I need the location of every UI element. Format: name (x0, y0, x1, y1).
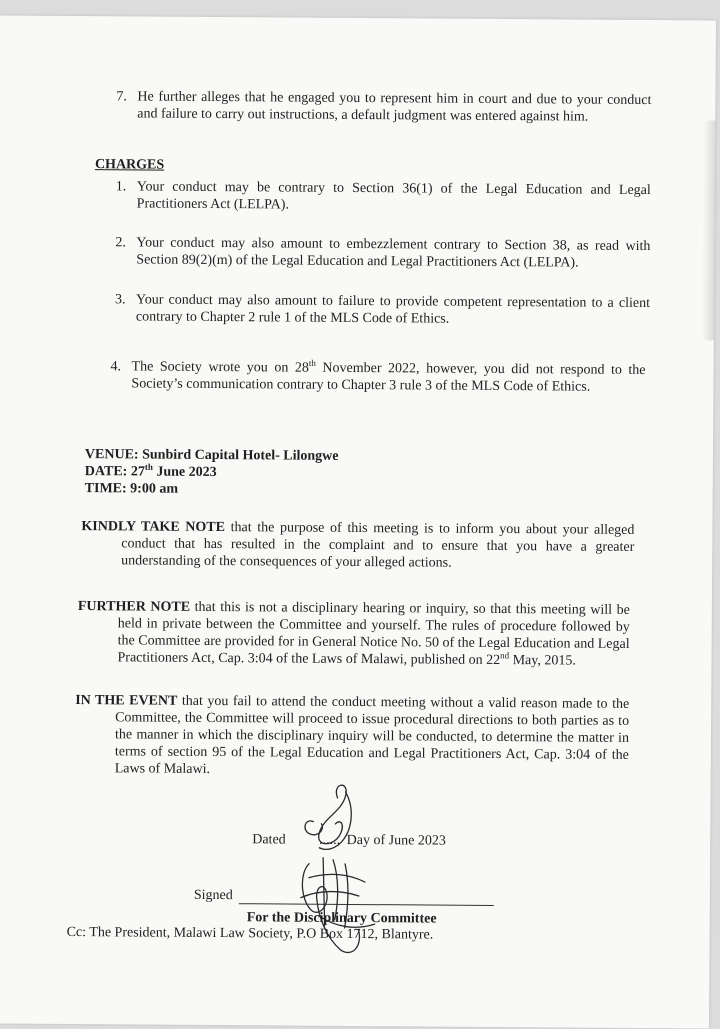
note-lead: FURTHER NOTE (77, 599, 191, 615)
note-text: May, 2015. (509, 653, 576, 669)
ordinal-suffix: th (308, 358, 316, 369)
item-number: 2. (115, 235, 126, 251)
charge-item-4 (110, 358, 645, 396)
item-text (131, 358, 645, 396)
date-text: DATE: 27 (84, 464, 145, 480)
time-line: TIME: 9:00 am (84, 481, 179, 497)
cc-line: Cc: The President, Malawi Law Society, P.O Box 1712, Blantyre. (66, 924, 434, 943)
allegation-item-7 (116, 88, 651, 126)
further-note-paragraph (77, 598, 629, 670)
note-text: that this is not a disciplinary hearing or inquiry, so that this meeting will be held in private between the Committee and yourself. The rules of procedure followed by the Committee are provided for in General Notice No. 50 of the Legal Education and Legal Practitioners Act, Cap. 3:04 of the Laws of Malawi, published on 22 (117, 599, 630, 669)
dated-day: Day of June 2023 (346, 832, 446, 849)
note-lead: IN THE EVENT (75, 693, 178, 709)
signed-label: Signed (193, 887, 233, 904)
item-number: 4. (110, 359, 122, 375)
charges-heading: CHARGES (94, 157, 165, 173)
item-number: 1. (115, 179, 127, 195)
venue-line: VENUE: Sunbird Capital Hotel- Lilongwe (84, 447, 339, 464)
ordinal-suffix: th (144, 461, 153, 472)
item-text: He further alleges that he engaged you to represent him in court and due to your conduct and failure to carry out instructions, a default judgment was entered against him. (137, 89, 652, 125)
in-the-event-paragraph (75, 692, 630, 781)
item-text: Your conduct may also amount to embezzlement contrary to Section 38, as read with Section 89(2)(m) of the Legal Education and Legal Practitioners Act (LELPA). (136, 235, 651, 271)
document-page (0, 16, 716, 1029)
item-text: Your conduct may also amount to failure to provide competent representation to a client contrary to Chapter 2 rule 1 of the MLS Code of Ethics. (135, 292, 651, 327)
note-text: that the purpose of this meeting is to inform you about your alleged conduct that has resulted in the complaint and to ensure that you have a greater understanding of the consequences of your alleged actions. (121, 520, 635, 571)
item-text: Your conduct may be contrary to Section 36(1) of the Legal Education and Legal Practitioners Act (LELPA). (136, 179, 651, 213)
charge-item-2 (115, 234, 650, 272)
dated-dots: ...... (319, 832, 341, 848)
dated-label: Dated (252, 832, 286, 848)
note-lead: KINDLY TAKE NOTE (81, 519, 226, 536)
charge-item-3 (115, 291, 650, 329)
page-edge-shadow (702, 120, 716, 340)
ordinal-suffix: nd (500, 650, 510, 661)
charge-item-1 (116, 178, 651, 216)
item-number: 3. (114, 292, 126, 308)
note-text: that you fail to attend the conduct meeting without a valid reason made to the Committee, the Committee will proceed to issue procedural directions to both parties as to the manner in which the disciplinary inquiry will be conducted, to determine the matter in terms of section 95 of the Legal Education and Legal Practitioners Act, Cap. 3:04 of the Laws of Malawi. (114, 693, 630, 777)
date-text: June 2023 (152, 464, 217, 481)
item-text-part: The Society wrote you on 28 (131, 359, 309, 376)
date-line (85, 463, 339, 482)
item-text-part: November 2022, however, you did not respond to the Society’s communication contrary to Chapter 3 rule 3 of the MLS Code of Ethics. (131, 360, 646, 395)
meeting-details (85, 446, 339, 499)
item-number: 7. (116, 89, 127, 105)
committee-line: For the Disciplinary Committee (246, 910, 437, 927)
kindly-take-note-paragraph (81, 518, 634, 573)
